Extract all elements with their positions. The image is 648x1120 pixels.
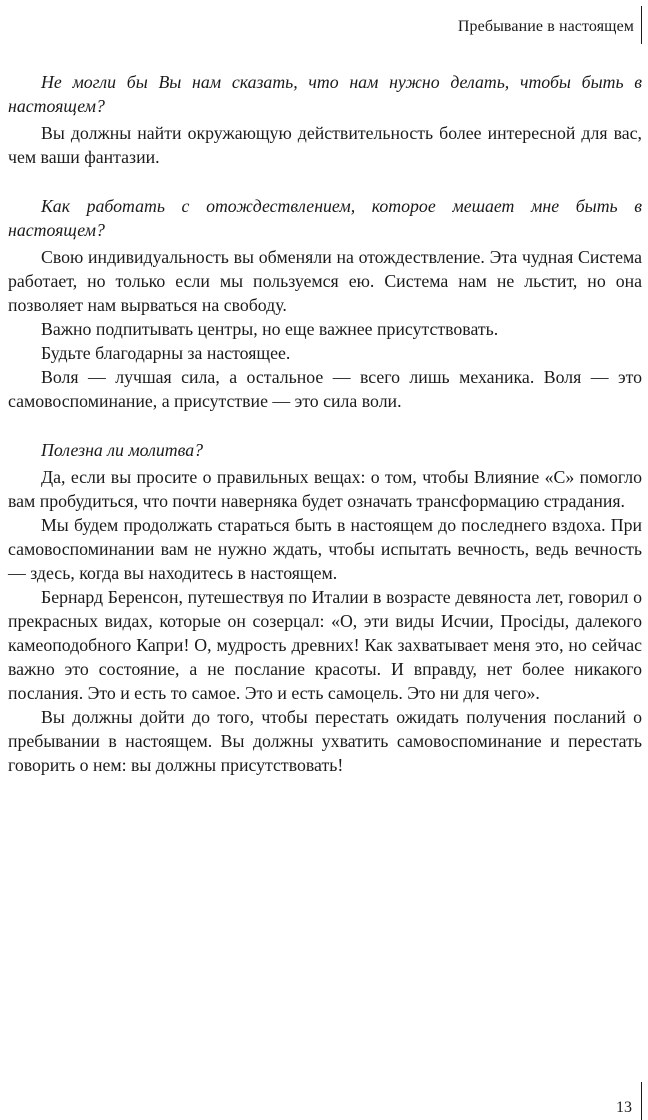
answer-2-paragraph-2: Важно подпитывать центры, но еще важнее присутствовать. [41,319,499,339]
answer-3-paragraph-3: Бернард Беренсон, путешествуя по Италии в возрасте девяноста лет, говорил о прекрасных видах, которые он созерцал: «О, эти виды Исчии, Прociды, далекого камеоподобного Капри! О, мудрость древних! Как захватывает меня это, но сейчас важно это состояние, а не послание красоты. И вправду, нет более никакого послания. Это и есть то самое. Это и есть самоцель. Это ни для чего». [8,587,642,703]
question-2: Как работать с отождествлением, которое мешает мне быть в настоящем? [8,196,642,240]
page-number: 13 [616,1099,632,1116]
answer-2-paragraph-1: Свою индивидуальность вы обменяли на отождествление. Эта чудная Система работает, но только если мы пользуемся ею. Система нам не льстит, но она позволяет нам вырваться на свободу. [8,247,642,315]
question-1: Не могли бы Вы нам сказать, что нам нужно делать, чтобы быть в настоящем? [8,72,642,116]
page-body [8,70,642,777]
question-3: Полезна ли молитва? [41,440,203,460]
answer-3-paragraph-2: Мы будем продолжать стараться быть в настоящем до последнего вздоха. При самовоспоминании вам не нужно ждать, чтобы испытать вечность, ведь вечность — здесь, когда вы находитесь в настоящем. [8,515,642,583]
answer-1-paragraph-1: Вы должны найти окружающую действительность более интересной для вас, чем ваши фантазии. [8,123,642,167]
header-rule [641,6,643,44]
answer-3-paragraph-4: Вы должны дойти до того, чтобы перестать ожидать получения посланий о пребывании в настоящем. Вы должны ухватить самовоспоминание и перестать говорить о нем: вы должны присутствовать! [8,707,642,775]
answer-2-paragraph-3: Будьте благодарны за настоящее. [41,343,291,363]
footer-rule [641,1082,643,1120]
answer-2-paragraph-4: Воля — лучшая сила, а остальное — всего лишь механика. Воля — это самовоспоминание, а присутствие — это сила воли. [8,367,642,411]
answer-3-paragraph-1: Да, если вы просите о правильных вещах: о том, чтобы Влияние «С» помогло вам пробудиться, что почти наверняка будет означать трансформацию страдания. [8,467,642,511]
running-header: Пребывание в настоящем [457,18,634,35]
